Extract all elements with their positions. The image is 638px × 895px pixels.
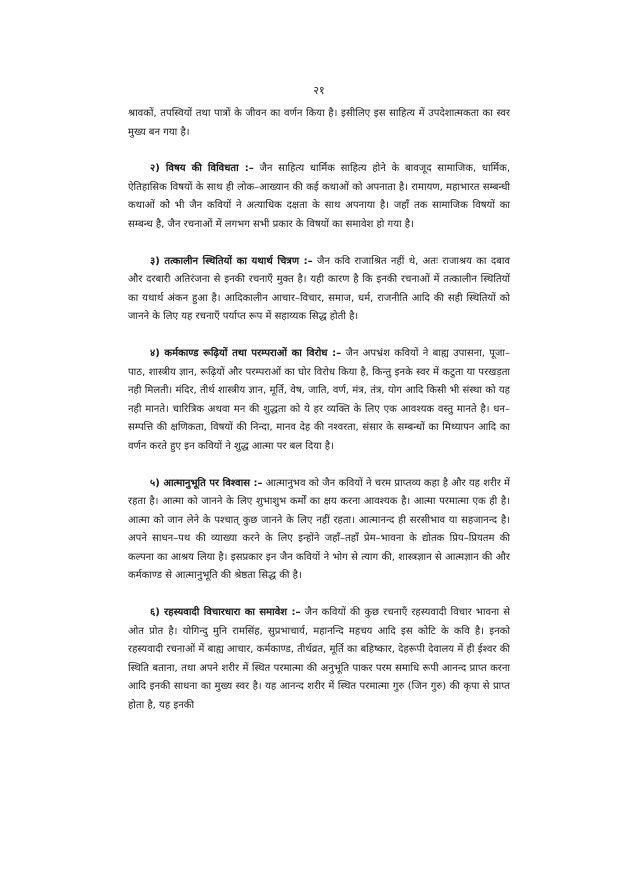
intro-paragraph: श्रावकों, तपस्वियों तथा पात्रों के जीवन का वर्णन किया है। इसीलिए इस साहित्य में उपदेशात्मकता का स्वर मुख्य बन गया है।	[128, 108, 510, 138]
paragraph-gap	[128, 327, 510, 345]
paragraph-gap	[128, 235, 510, 253]
section-karmakand-virodh	[128, 345, 510, 457]
section-heading: २) विषय की विविधता :–	[150, 163, 254, 175]
paragraph-gap	[128, 586, 510, 604]
section-body: जैन अपभ्रंश कवियों ने बाह्य उपासना, पूजा–पाठ, शास्त्रीय ज्ञान, रूढ़ियों और परम्पराओं का घोर विरोध किया है, किन्तु इनके स्वर में कटुता या परखड़ता नही मिलती। मंदिर, तीर्थ शास्त्रीय ज्ञान, मूर्ति, वेष, जाति, वर्ण, मंत्र, तंत्र, योग आदि किसी भी संस्था को यह नही मानते। चारित्रिक अथवा मन की शुद्धता को ये हर व्यक्ति के लिए एक आवश्यक वस्तु मानते है। धन–सम्पत्ति की क्षणिकता, विषयों की निन्दा, मानव देह की नश्वरता, संसार के सम्बन्धों का मिथ्यापन आदि का वर्णन करते हुए इन कवियों ने शुद्ध आत्मा पर बल दिया है।	[128, 347, 510, 452]
paragraph-gap	[128, 142, 510, 160]
section-heading: ४) कर्मकाण्ड रूढ़ियों तथा परम्पराओं का विरोध :–	[150, 347, 342, 359]
section-heading: ६) रहस्यवादी विचारधारा का समावेश :–	[150, 607, 301, 619]
section-body: आत्मानुभव को जैन कवियों ने चरम प्राप्तव्य कहा है और यह शरीर में रहता है। आत्मा को जानने के लिए शुभाशुभ कर्मों का क्षय करना आवश्यक है। आत्मा परमात्मा एक ही है। आत्मा को जान लेने के पश्चात् कुछ जानने के लिए नहीं रहता। आत्मानन्द ही सरसीभाव या सहजानन्द है। अपने साधन–पथ की व्याख्या करने के लिए इन्होंने जहाँ–तहाँ प्रेम–भावना के द्योतक प्रिय–प्रियतम की कल्पना का आश्रय लिया है। इसप्रकार इन जैन कवियों ने भोग से त्याग की, शास्त्रज्ञान से आत्मज्ञान की और कर्मकाण्ड से आत्मानुभूति की श्रेष्ठता सिद्ध की है।	[128, 477, 511, 582]
section-body: जैन साहित्य धार्मिक साहित्य होने के बावजूद सामाजिक, धार्मिक, ऐतिहासिक विषयों के साथ ही लोक–आख्यान की कई कथाओं को अपनाता है। रामायण, महाभारत सम्बन्धी कथाओं कोे भी जैन कवियों ने अत्याधिक दक्षता के साथ अपनाया है। जहाँ तक सामाजिक विषयों का सम्बन्ध है, जैन रचनाओं में लगभग सभी प्रकार के विषयों का समावेश हो गया है।	[128, 163, 510, 230]
section-yatharth-chitran	[128, 253, 510, 327]
section-heading: ५) आत्मानुभूति पर विश्वास :–	[150, 477, 263, 489]
page-number: २१	[313, 84, 325, 97]
section-heading: ३) तत्कालीन स्थितियों का यथार्थ चित्रण :–	[150, 255, 313, 267]
document-page	[128, 84, 510, 716]
section-rahasyavadi	[128, 604, 510, 716]
paragraph-gap	[128, 457, 510, 475]
section-body: जैन कवि राजाश्रित नहीं थे, अतः राजाश्रय का दबाव और दरबारी अतिरंजना से इनकी रचनाएँ मुक्त है। यही कारण है कि इनकी रचनाओं में तत्कालीन स्थितियों का यथार्थ अंकन हुआ है। आदिकालीन आचार–विचार, समाज, धर्म, राजनीति आदि की सही स्थितियों को जानने के लिए यह रचनाएँ पर्याप्त रूप में सहाय्यक सिद्ध होती है।	[128, 255, 510, 323]
section-body: जैन कवियों की कुछ रचनाएँ रहस्यवादी विचार भावना से ओत प्रोत है। योगिन्दु मुनि रामसिंह, सुप्रभाचार्य, महानन्दि महचय आदि इस कोटि के कवि है। इनको रहस्यवादी रचनाओं में बाह्य आचार, कर्मकाण्ड, तीर्थव्रत, मूर्ति का बहिष्कार, देहरूपी देवालय में ही ईश्वर की स्थिति बताना, तथा अपने शरीर में स्थित परमात्मा की अनुभूति पाकर परम समाधि रूपी आनन्द प्राप्त करना आदि इनकी साधना का मुख्य स्वर है। यह आनन्द शरीर में स्थित परमात्मा गुरु (जिन गुरु) की कृपा से प्राप्त होता है, यह इनकी	[128, 607, 510, 712]
section-vishay-vividhata	[128, 160, 510, 234]
section-atmanubhuti	[128, 475, 510, 587]
